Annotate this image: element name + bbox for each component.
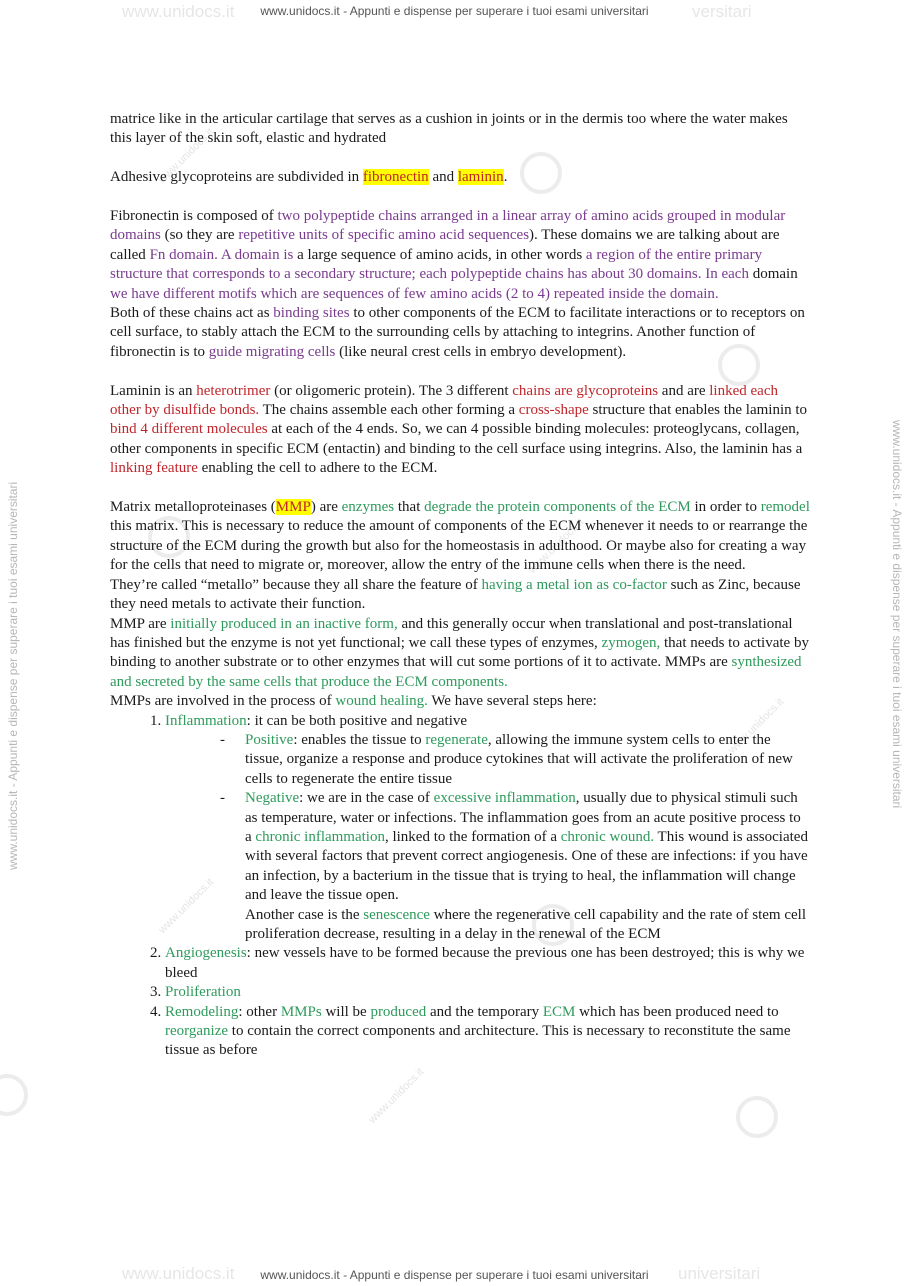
paragraph-matrice: matrice like in the articular cartilage that serves as a cushion in joints or in the dermis too where the water makes this layer of the skin soft, elastic and hydrated: [110, 111, 788, 147]
diagonal-watermark: www.unidocs.it: [366, 1066, 427, 1126]
header-ghost-watermark-right: versitari: [692, 2, 752, 21]
paragraph-adhesive-glycoproteins: Adhesive glycoproteins are subdivided in fibronectin and laminin.: [110, 169, 508, 186]
list-item-angiogenesis: 2. Angiogenesis: new vessels have to be formed because the previous one has been destroyed; this is why we bleed: [165, 944, 810, 983]
list-item-inflammation: 1. Inflammation: it can be both positive and negative - Positive: enables the tissue to regenerate, allowing the immune system cells to enter the tissue, organize a response and produce cytokines that will activate the proliferation of new cells to regenerate the entire tissue - Negative: we are in the case of excessive inflammation, usually due to physical stimuli such as temperature, water or infections. The inflammation goes from an acute positive process to a chronic inflammation, linked to the formation of a chronic wound. This wound is associated with several factors that prevent correct angiogenesis. One of these are infections: if you have an infection, by a bacterium in the tissue that is trying to heal, the inflammation will change and leave the tissue open. Another case is the senescence where the regenerative cell capability and the rate of stem cell proliferation decrease, resulting in a delay in the renewal of the ECM: [165, 712, 810, 945]
diagonal-watermark: www.unidocs.it: [156, 126, 217, 186]
paragraph-senescence: Another case is the senescence where the regenerative cell capability and the rate of stem cell proliferation decrease, resulting in a delay in the renewal of the ECM: [245, 906, 806, 942]
paragraph-metallo: They’re called “metallo” because they all share the feature of having a metal ion as co-factor such as Zinc, because they need metals to activate their function.: [110, 576, 801, 613]
diagonal-watermark: www.unidocs.it: [726, 696, 787, 756]
paragraph-mmp: Matrix metalloproteinases (MMP) are enzymes that degrade the protein components of the ECM in order to remodel this matrix. This is necessary to reduce the amount of components of the ECM whenever it needs to or rearrange the structure of the ECM during the growth but also for the homeostasis in adulthood. Or maybe also for creating a way for the cells that need to migrate or, moreover, allow the entry of the immune cells when there is the need.: [110, 499, 810, 574]
paragraph-zymogen: MMP are initially produced in an inactive form, and this generally occur when translational and post-translational has finished but the enzyme is not yet functional; we call these types of enzymes, zymogen, that needs to activate by binding to another substrate or to other enzymes that will cut some portions of it to activate. MMPs are synthesized and secreted by the same cells that produce the ECM components.: [110, 615, 809, 690]
header-watermark: www.unidocs.it - Appunti e dispense per superare i tuoi esami universitari: [260, 4, 649, 18]
footer-ghost-watermark-left: www.unidocs.it: [122, 1264, 235, 1283]
list-item-positive: - Positive: enables the tissue to regenerate, allowing the immune system cells to enter the tissue, organize a response and produce cytokines that will activate the proliferation of new cells to regenerate the entire tissue: [220, 731, 793, 787]
header-ghost-watermark-left: www.unidocs.it: [122, 2, 235, 21]
wound-healing-steps: [110, 712, 810, 1061]
paragraph-laminin: Laminin is an heterotrimer (or oligomeric protein). The 3 different chains are glycoproteins and are linked each other by disulfide bonds. The chains assemble each other forming a cross-shape structure that enables the laminin to bind 4 different molecules at each of the 4 ends. So, we can 4 possible binding molecules: proteoglycans, collagen, other components in specific ECM (entactin) and binding to the cell surface using integrins. Also, the laminin has a linking feature enabling the cell to adhere to the ECM.: [110, 382, 808, 477]
document-body: [110, 110, 810, 1061]
list-item-proliferation: 3. Proliferation: [165, 983, 810, 1002]
list-item-remodeling: 4. Remodeling: other MMPs will be produced and the temporary ECM which has been produced need to reorganize to contain the correct components and architecture. This is necessary to reconstitute the same tissue as before: [165, 1003, 810, 1061]
paragraph-wound-healing: MMPs are involved in the process of wound healing. We have several steps here:: [110, 693, 597, 710]
paragraph-fibronectin-chains: Both of these chains act as binding sites to other components of the ECM to facilitate interactions or to receptors on cell surface, to stably attach the ECM to the surrounding cells by attaching to integrins. Another function of fibronectin is to guide migrating cells (like neural crest cells in embryo development).: [110, 305, 805, 360]
footer-ghost-watermark-right: universitari: [678, 1264, 761, 1283]
highlight-laminin: laminin: [457, 169, 504, 186]
diagonal-watermark: www.unidocs.it: [156, 876, 217, 936]
watermark-logo-icon: [0, 1074, 28, 1116]
highlight-mmp: MMP: [275, 499, 311, 516]
watermark-logo-icon: [736, 1096, 778, 1138]
highlight-fibronectin: fibronectin: [362, 169, 429, 186]
diagonal-watermark: www.unidocs.it: [526, 516, 587, 576]
right-side-watermark: www.unidocs.it - Appunti e dispense per superare i tuoi esami universitari: [890, 420, 904, 809]
paragraph-fibronectin: Fibronectin is composed of two polypeptide chains arranged in a linear array of amino acids grouped in modular domains (so they are repetitive units of specific amino acid sequences). These domains we are talking about are called Fn domain. A domain is a large sequence of amino acids, in other words a region of the entire primary structure that corresponds to a secondary structure; each polypeptide chains has about 30 domains. In each domain we have different motifs which are sequences of few amino acids (2 to 4) repeated inside the domain.: [110, 208, 798, 302]
list-item-negative: - Negative: we are in the case of excessive inflammation, usually due to physical stimuli such as temperature, water or infections. The inflammation goes from an acute positive process to a chronic inflammation, linked to the formation of a chronic wound. This wound is associated with several factors that prevent correct angiogenesis. One of these are infections: if you have an infection, by a bacterium in the tissue that is trying to heal, the inflammation will change and leave the tissue open. Another case is the senescence where the regenerative cell capability and the rate of stem cell proliferation decrease, resulting in a delay in the renewal of the ECM: [245, 789, 810, 944]
footer-watermark: www.unidocs.it - Appunti e dispense per superare i tuoi esami universitari: [260, 1268, 649, 1282]
left-side-watermark: www.unidocs.it - Appunti e dispense per superare i tuoi esami universitari: [6, 481, 20, 870]
